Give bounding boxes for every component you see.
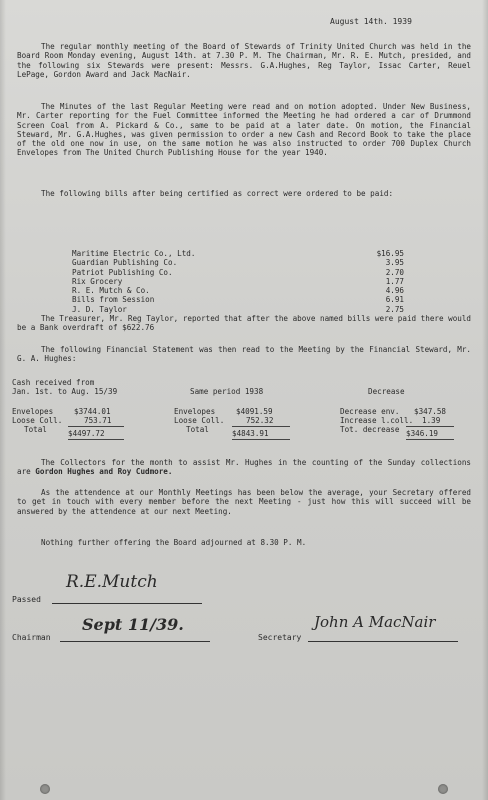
bill-row: R. E. Mutch & Co. 4.96: [72, 286, 404, 296]
bill-row: Guardian Publishing Co. 3.95: [72, 258, 404, 268]
loose-coll-label: Loose Coll.: [12, 416, 63, 425]
bill-row: Maritime Electric Co., Ltd. $16.95: [72, 249, 404, 258]
chairman-signature-line: [60, 641, 210, 642]
decrease-heading: Decrease: [368, 387, 405, 396]
sum-rule: [406, 439, 454, 440]
passed-signature: R.E.Mutch: [66, 572, 158, 592]
paragraph-treasurer: The Treasurer, Mr. Reg Taylor, reported that after the above named bills were paid there would be a Bank overdraft of $622.76: [17, 314, 471, 333]
bill-row: Bills from Session 6.91: [72, 295, 404, 305]
paragraph-attendence: As the attendence at our Monthly Meetings has been below the average, your Secretary offered to get in touch with every member before the next Meeting - just how this will succeed will be answered by the attendence at our next Meeting.: [17, 488, 471, 516]
total-value: $4843.91: [232, 429, 269, 438]
sum-rule: [232, 439, 290, 440]
loose-coll-label: Loose Coll.: [174, 416, 225, 425]
bill-row: Patriot Publishing Co. 2.70: [72, 267, 404, 277]
sum-rule: [406, 426, 454, 427]
page-edge-shadow: [0, 0, 6, 800]
paragraph-statement-intro: The following Financial Statement was then read to the Meeting by the Financial Steward, Mr. G. A. Hughes:: [17, 345, 471, 364]
chairman-label: Chairman: [12, 633, 51, 642]
sum-rule: [68, 439, 124, 440]
total-label: Total: [186, 425, 209, 434]
paragraph-bills-intro: The following bills after being certified as correct were ordered to be paid:: [41, 189, 394, 198]
envelopes-value: $4091.59: [236, 407, 273, 416]
cash-received-heading: Cash received from: [12, 378, 95, 387]
paragraph-adjourned: Nothing further offering the Board adjourned at 8.30 P. M.: [41, 538, 307, 547]
chairman-date: Sept 11/39.: [82, 615, 184, 634]
loose-coll-value: 752.32: [246, 416, 274, 425]
binder-hole: [438, 784, 448, 794]
secretary-label: Secretary: [258, 633, 302, 642]
same-period-heading: Same period 1938: [190, 387, 264, 396]
passed-signature-line: [52, 603, 202, 604]
paragraph-attendance: The regular monthly meeting of the Board of Stewards of Trinity United Church was held in the Board Room Monday evening, August 14th. at 7.30 P. M. The Chairman, Mr. R. E. Mutch, presided, and the following six Stewards were present: Messrs. G.A.Hughes, Reg Taylor, Issac Carter, Reuel LePage, Gordon Award and Jack MacNair.: [17, 42, 471, 79]
increase-lcoll-value: 1.39: [422, 416, 441, 425]
bill-row: Rix Grocery 1.77: [72, 276, 404, 286]
meeting-date: August 14th. 1939: [330, 17, 412, 26]
sum-rule: [232, 426, 290, 427]
bill-row: J. D. Taylor 2.75: [72, 304, 404, 314]
envelopes-label: Envelopes: [174, 407, 216, 416]
envelopes-label: Envelopes: [12, 407, 54, 416]
sum-rule: [68, 426, 124, 427]
secretary-signature: John A MacNair: [314, 613, 436, 631]
bills-list: [72, 249, 404, 314]
envelopes-value: $3744.01: [74, 407, 111, 416]
paragraph-business: The Minutes of the last Regular Meeting were read and on motion adopted. Under New Business, Mr. Carter reporting for the Fuel Committee informed the Meeting he had ordered a car of Drummond Screen Coal from A. Pickard & Co., same to be paid at a later date. On motion, the Financial Steward, Mr. G.A.Hughes, was given permission to order a new Cash and Record Book to take the place of the old one now in use, on the same motion he was also instructed to order 700 Duplex Church Envelopes from The United Church Publishing House for the year 1940.: [17, 102, 471, 158]
collector-names: Gordon Hughes and Roy Cudmore.: [35, 467, 173, 477]
passed-label: Passed: [12, 595, 41, 604]
decrease-env-label: Decrease env.: [340, 407, 400, 416]
total-decrease-label: Tot. decrease: [340, 425, 400, 434]
decrease-env-value: $347.58: [414, 407, 447, 416]
total-decrease-value: $346.19: [406, 429, 439, 438]
total-value: $4497.72: [68, 429, 105, 438]
secretary-signature-line: [308, 641, 458, 642]
paragraph-collectors: The Collectors for the month to assist Mr. Hughes in the counting of the Sunday collections are Gordon Hughes and Roy Cudmore.: [17, 458, 471, 477]
increase-lcoll-label: Increase l.coll.: [340, 416, 414, 425]
loose-coll-value: 753.71: [84, 416, 112, 425]
page-edge-shadow: [482, 0, 488, 800]
binder-hole: [40, 784, 50, 794]
total-label: Total: [24, 425, 47, 434]
cash-received-period: Jan. 1st. to Aug. 15/39: [12, 387, 118, 396]
